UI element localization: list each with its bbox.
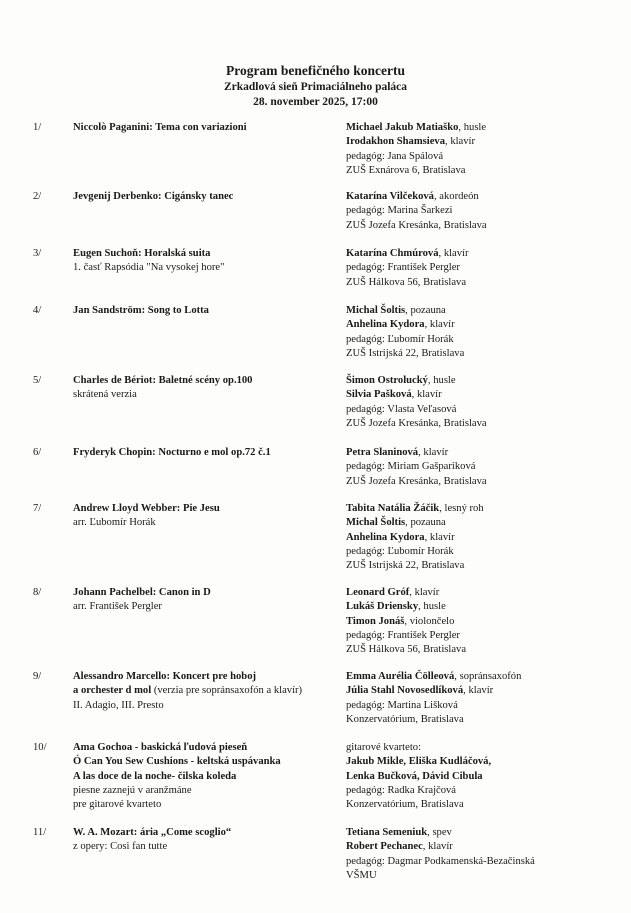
program-venue: Zrkadlová sieň Primaciálneho paláca <box>223 81 408 93</box>
performer-line: Júlia Stahl Novosedlíková, klavír <box>346 685 494 697</box>
performer-line: ZUŠ Hálkova 56, Bratislava <box>346 644 467 656</box>
performer-line: Jakub Mikle, Eliška Kudláčová, <box>346 756 492 768</box>
work-line: 1. časť Rapsódia "Na vysokej hore" <box>73 262 225 274</box>
performer-line: Michael Jakub Matiaško, husle <box>346 122 487 133</box>
performer-line: Petra Slaninová, klavír <box>346 447 449 458</box>
performer-line: Katarína Vilčeková, akordeón <box>346 191 479 202</box>
item-number: 4/ <box>33 305 42 316</box>
work-info <box>73 446 341 460</box>
performer-line: pedagóg: Radka Krajčová <box>346 784 457 796</box>
work-line: z opery: Cosi fan tutte <box>73 841 168 853</box>
performer-line: pedagóg: Vlasta Veľasová <box>346 403 457 415</box>
performer-info <box>346 670 626 727</box>
work-line: pre gitarové kvarteto <box>73 799 162 811</box>
item-number: 11/ <box>33 827 47 838</box>
work-line: Ó Can You Sew Cushions - keltská uspávanka <box>73 756 281 768</box>
performer-line: ZUŠ Jozefa Kresánka, Bratislava <box>346 475 487 487</box>
work-line: Charles de Bériot: Baletné scény op.100 <box>73 375 253 386</box>
performer-line: Šimon Ostrolucký, husle <box>346 375 456 386</box>
item-number: 6/ <box>33 447 42 458</box>
performer-info <box>346 247 626 290</box>
work-line: Johann Pachelbel: Canon in D <box>73 587 211 598</box>
work-line: arr. František Pergler <box>73 601 162 613</box>
performer-info <box>346 741 626 812</box>
performer-info <box>346 502 626 573</box>
work-line: A las doce de la noche- čilska koleda <box>73 770 237 782</box>
work-line: II. Adagio, III. Presto <box>73 699 164 711</box>
performer-line: Leonard Gróf, klavír <box>346 587 440 598</box>
work-info <box>73 190 341 204</box>
work-line: Jevgenij Derbenko: Cigánsky tanec <box>73 191 234 202</box>
performer-info <box>346 586 626 657</box>
work-line: skrátená verzia <box>73 389 137 401</box>
performer-line: Robert Pechanec, klavír <box>346 841 453 853</box>
performer-line: Tetiana Semeniuk, spev <box>346 827 452 838</box>
work-line: a orchester d mol (verzia pre sopránsaxofón a klavír) <box>73 685 303 697</box>
item-number: 1/ <box>33 122 42 133</box>
work-line: Alessandro Marcello: Koncert pre hoboj <box>73 671 257 682</box>
item-number: 7/ <box>33 503 42 514</box>
work-info <box>73 374 341 403</box>
performer-line: ZUŠ Istrijská 22, Bratislava <box>346 560 465 572</box>
performer-info <box>346 446 626 489</box>
performer-line: Lukáš Driensky, husle <box>346 601 446 613</box>
item-number: 3/ <box>33 248 42 259</box>
work-info <box>73 826 341 855</box>
work-info <box>73 121 341 135</box>
performer-line: ZUŠ Exnárova 6, Bratislava <box>346 164 466 176</box>
performer-line: Silvia Pašková, klavír <box>346 389 442 401</box>
performer-line: VŠMU <box>346 869 377 881</box>
work-line: arr. Ľubomír Horák <box>73 517 156 529</box>
performer-line: ZUŠ Istrijská 22, Bratislava <box>346 347 465 359</box>
performer-line: ZUŠ Hálkova 56, Bratislava <box>346 276 467 288</box>
performer-line: pedagóg: Ľubomír Horák <box>346 545 454 557</box>
work-line: Andrew Lloyd Webber: Pie Jesu <box>73 503 220 514</box>
performer-line: Michal Šoltis, pozauna <box>346 305 446 316</box>
performer-line: pedagóg: František Pergler <box>346 262 460 274</box>
work-line: piesne zaznejú v aranžmáne <box>73 784 192 796</box>
item-number: 8/ <box>33 587 42 598</box>
performer-line: Emma Aurélia Čölleová, sopránsaxofón <box>346 671 522 682</box>
performer-line: pedagóg: Dagmar Podkamenská-Bezačinská <box>346 855 535 867</box>
program-header <box>0 62 631 110</box>
performer-info <box>346 190 626 233</box>
performer-info <box>346 121 626 178</box>
work-line: Niccolò Paganini: Tema con variazioni <box>73 122 247 133</box>
performer-line: pedagóg: Miriam Gašpariková <box>346 461 476 473</box>
work-info <box>73 304 341 318</box>
item-number: 9/ <box>33 671 42 682</box>
item-number: 5/ <box>33 375 42 386</box>
performer-line: ZUŠ Jozefa Kresánka, Bratislava <box>346 417 487 429</box>
performer-line: Tabita Natália Žáčik, lesný roh <box>346 503 484 514</box>
performer-info <box>346 826 626 883</box>
work-line: W. A. Mozart: ária „Come scoglio“ <box>73 827 232 838</box>
performer-line: Lenka Bučková, Dávid Cibula <box>346 770 483 782</box>
work-line: Ama Gochoa - baskická ľudová pieseň <box>73 742 248 753</box>
performer-line: pedagóg: Marina Šarkezi <box>346 205 453 217</box>
program-title: Program benefičného koncertu <box>226 63 405 78</box>
performer-line: pedagóg: Ľubomír Horák <box>346 333 454 345</box>
performer-line: Anhelina Kydora, klavír <box>346 531 455 543</box>
performer-info <box>346 304 626 361</box>
performer-line: Konzervatórium, Bratislava <box>346 799 464 811</box>
performer-line: Timon Jonáš, violončelo <box>346 615 455 627</box>
work-info <box>73 502 341 531</box>
performer-line: Anhelina Kydora, klavír <box>346 319 455 331</box>
performer-line: pedagóg: Jana Spálová <box>346 150 444 162</box>
work-info <box>73 670 341 713</box>
item-number: 10/ <box>33 742 47 753</box>
performer-info <box>346 374 626 431</box>
work-info <box>73 247 341 276</box>
performer-line: pedagóg: Martina Lišková <box>346 699 458 711</box>
work-info <box>73 741 341 812</box>
performer-line: gitarové kvarteto: <box>346 742 422 753</box>
performer-line: pedagóg: František Pergler <box>346 629 460 641</box>
performer-line: Irodakhon Shamsieva, klavír <box>346 136 476 148</box>
work-line: Jan Sandström: Song to Lotta <box>73 305 209 316</box>
performer-line: Katarína Chmúrová, klavír <box>346 248 469 259</box>
work-line: Eugen Suchoň: Horalská suita <box>73 248 211 259</box>
performer-line: Michal Šoltis, pozauna <box>346 517 446 529</box>
work-info <box>73 586 341 615</box>
performer-line: Konzervatórium, Bratislava <box>346 713 464 725</box>
item-number: 2/ <box>33 191 42 202</box>
performer-line: ZUŠ Jozefa Kresánka, Bratislava <box>346 219 487 231</box>
program-date: 28. november 2025, 17:00 <box>253 96 378 108</box>
work-line: Fryderyk Chopin: Nocturno e mol op.72 č.1 <box>73 447 271 458</box>
